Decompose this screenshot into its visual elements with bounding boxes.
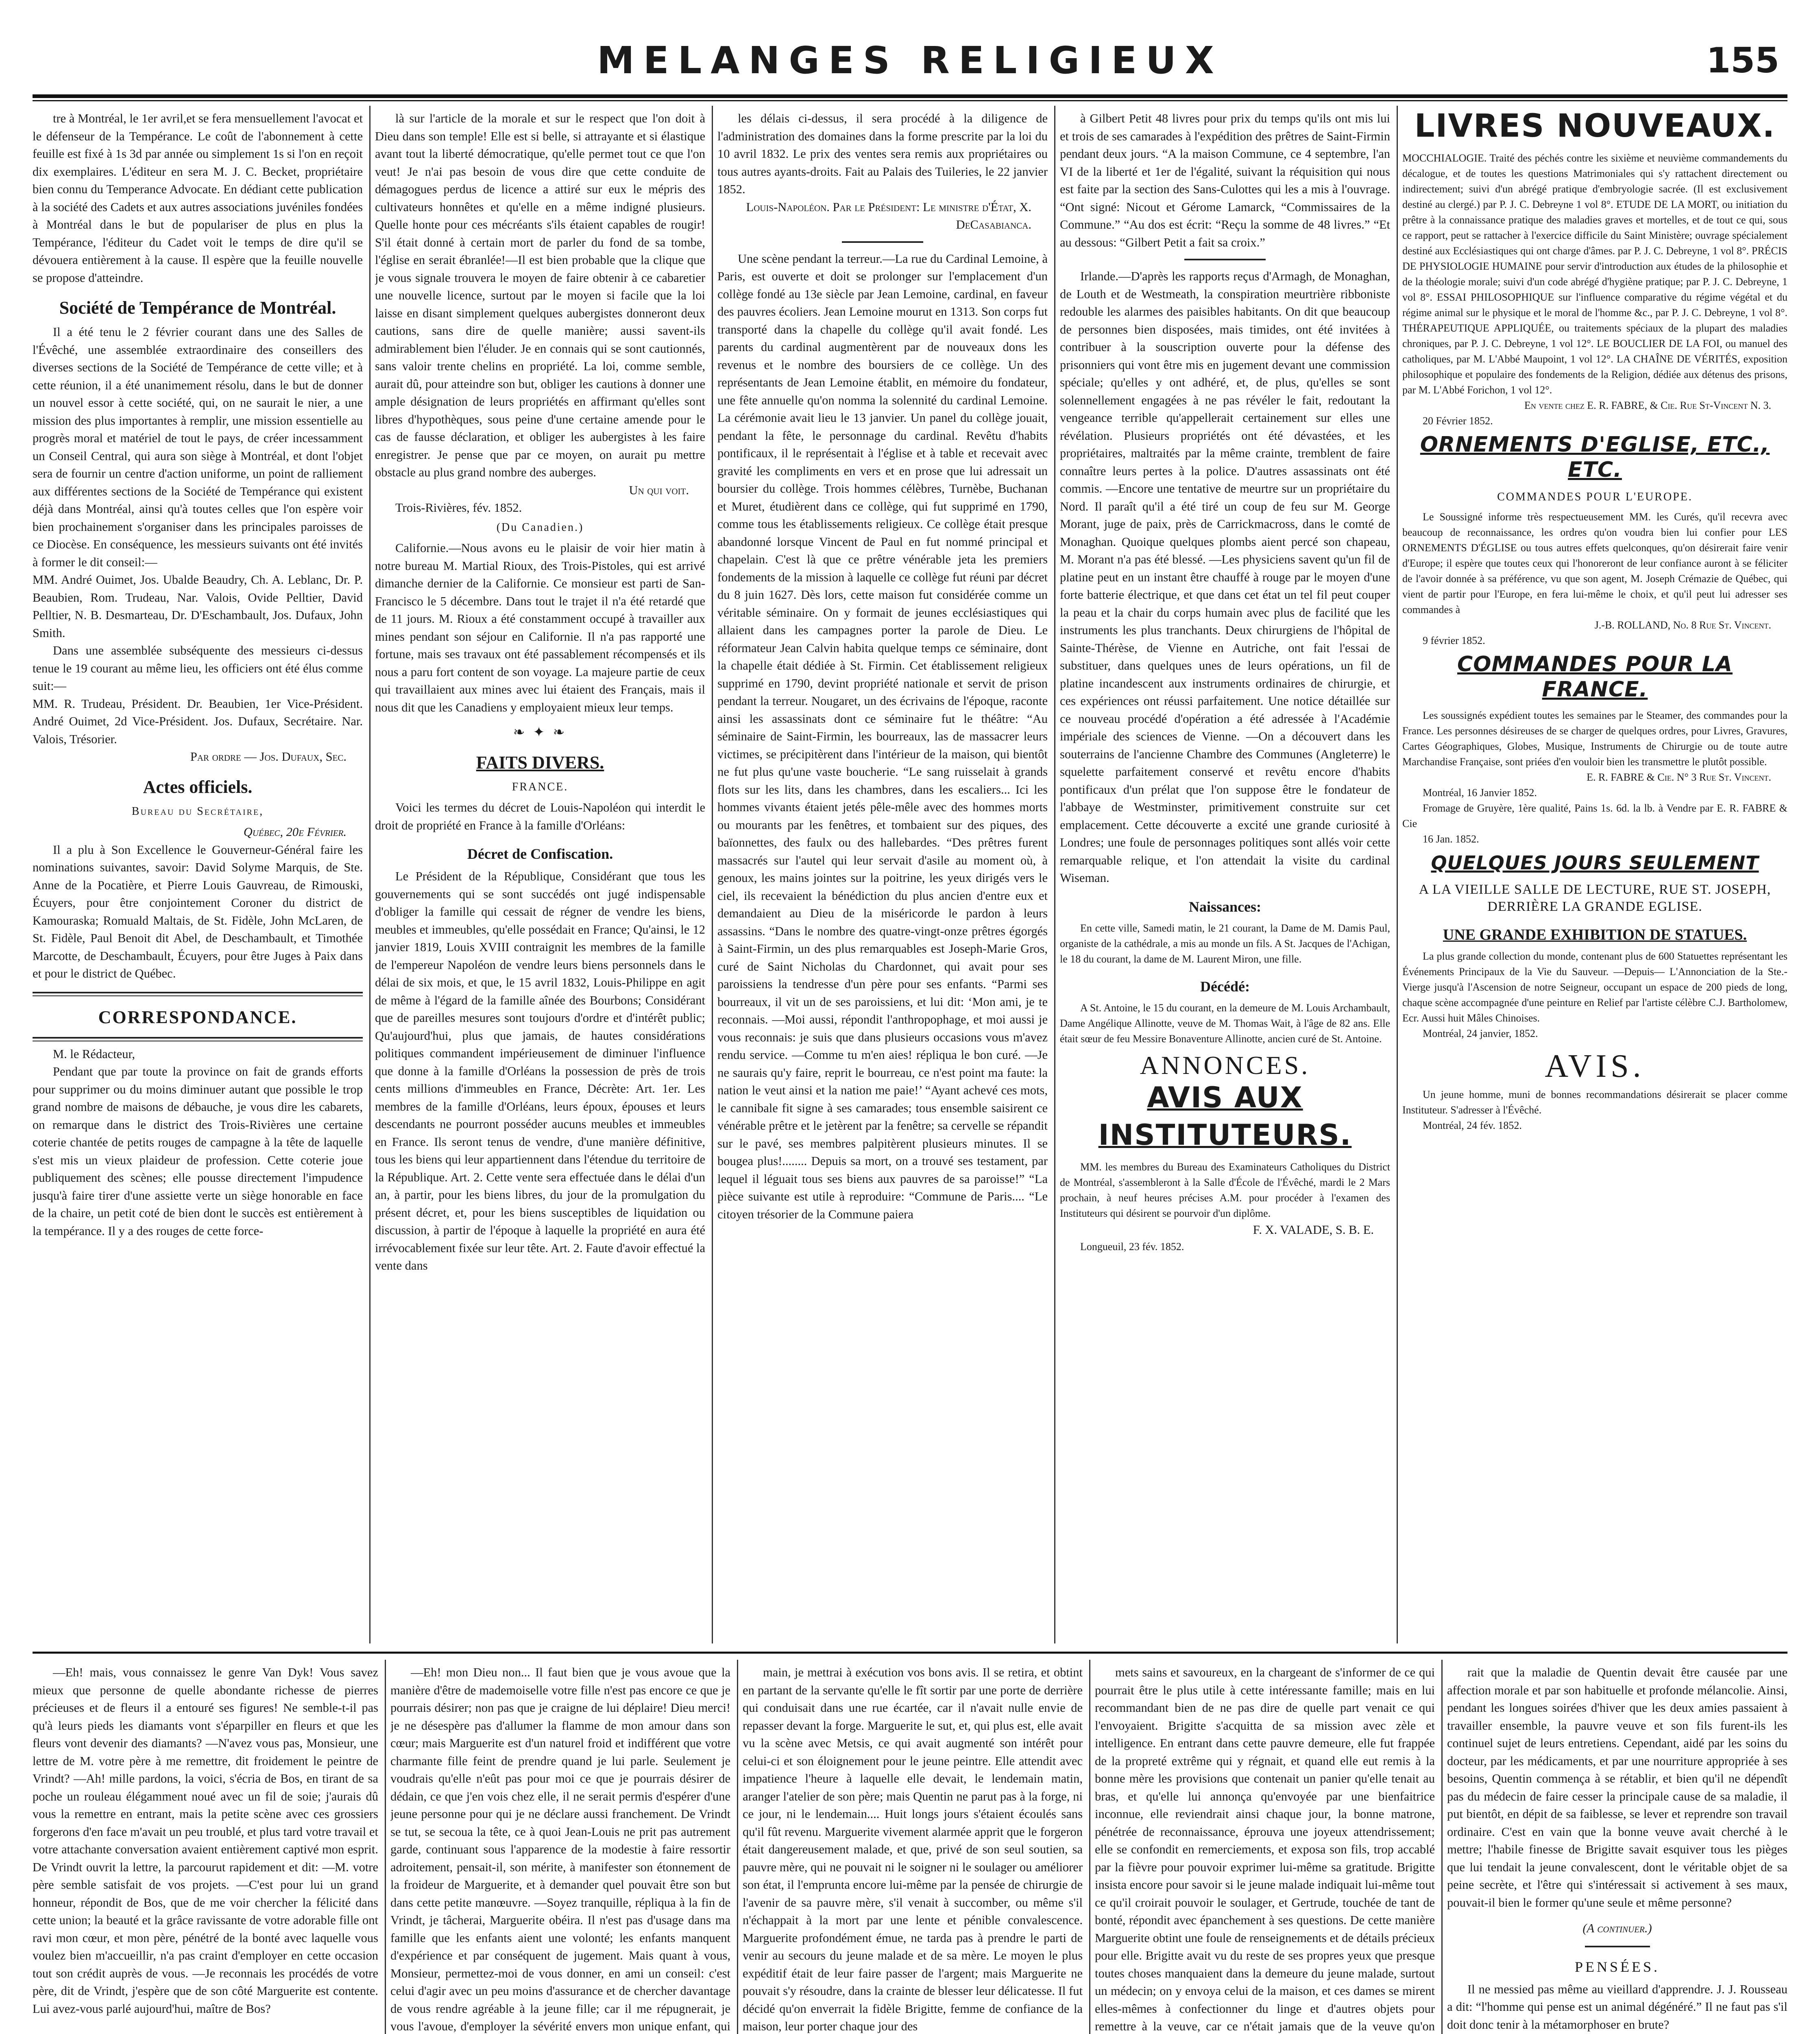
commune-receipt: à Gilbert Petit 48 livres pour prix du temps qu'ils ont mis lui et trois de ses camarades à l'expédition des prêtres de Saint-Firmin pendant deux jours. “A la maison Commune, ce 4 septembre, l'an VI de la liberté et 1er de l'égalité, suivant la réquisition qui nous est faite par la section des Sans-Culottes qui les a mis à l'ouvrage. “Ont signé: Nicout et Gérome Lamarck, “Commissaires de la Commune.” “Au dos est écrit: “Reçu la somme de 48 livres.” “Et au dessous: “Gilbert Petit a fait sa croix.”	[1060, 111, 1390, 249]
council-members: MM. André Ouimet, Jos. Ubalde Beaudry, Ch. A. Leblanc, Dr. P. Beaubien, Rom. Trudeau, Nar. Valois, Ovide Pelltier, David Pelltier, N. B. Desmarteau, Dr. D'Eschambault, Jos. Dufaux, John Smith.	[33, 573, 363, 640]
feuilleton-column-3	[743, 1664, 1083, 2034]
feuilleton-text: rait que la maladie de Quentin devait être causée par une affection morale et par son habituelle et profonde mélancolie. Ainsi, pendant les longues soirées d'hiver que les deux amies passaient à travailler ensemble, la pauvre veuve et son fils furent-ils les continuel sujet de leurs entretiens. Cependant, aidé par les soins du docteur, par les médicaments, et par une nourriture appropriée à ses besoins, Quentin commença à se rétablir, et bien qu'il ne dépendît pas du médecin de faire cesser la principale cause de sa maladie, il put bientôt, en dépit de sa faiblesse, se lever et reprendre son travail ordinaire. C'est en vain que la bonne veuve avait cherché à le mettre; l'habile finesse de Brigitte savait esquiver tous les pièges que lui tendait la jeune convalescent, dont le véritable objet de sa peine secrète, et l'être qui s'intéressait si activement à ses maux, pouvait-il bien le former qu'une seule et même personne?	[1447, 1665, 1787, 1910]
column-3	[717, 110, 1048, 1648]
fromage-date: 16 Jan. 1852.	[1423, 833, 1479, 845]
faits-divers-heading: FAITS DIVERS.	[476, 752, 604, 773]
feuilleton-column-2	[390, 1664, 730, 2034]
statues-date: Montréal, 24 janvier, 1852.	[1423, 1027, 1538, 1039]
terreur-paragraph: Une scène pendant la terreur.—La rue du Cardinal Lemoine, à Paris, est ouverte et doit se prolonger sur l'emplacement d'un collège fondé au 13e siècle par Jean Lemoine, cardinal, en faveur des pauvres écoliers. Jean Lemoine mourut en 1313. Son corps fut transporté dans la chapelle du collège qu'il avait fondé. Les parents du cardinal augmentèrent par de nouveaux dons les revenus et le nombre des boursiers de ce collège. Un des représentants de Jean Lemoine établit, en mémoire du fondateur, une fête annuelle qu'on nomma la solennité du cardinal Lemoine. La cérémonie avait lieu le 13 janvier. Un panel du collège jouait, pendant la fête, le personnage du cardinal. Revêtu d'habits pontificaux, il le représentait à l'église et à table et recevait avec gravité les compliments en vers et en prose que lui adressait un boursier du collège. Trois hommes célèbres, Turnèbe, Buchanan et Muret, étudièrent dans ce collège, qui fut supprimé en 1790, comme tous les établissements religieux. Ce collège était presque abandonné lorsque Vincent de Paul en fut nommé principal et chapelain. C'est là que ce prêtre vénérable jeta les premiers fondements de la mission à laquelle ce collège fut réuni par décret du 8 juin 1627. Dès lors, cette maison fut considérée comme un véritable séminaire. On y formait de jeunes ecclésiastiques qui allaient dans les campagnes porter la parole de Dieu. Le réformateur Jean Calvin habita quelque temps ce séminaire, dont la chapelle était dédiée à St. Firmin. Cet établissement religieux supprimé en 1790, devint propriété nationale et servit de prison pendant la terreur. Nougaret, un des écrivains de l'époque, raconte ainsi les assassinats dont ce séminaire fut le théâtre: “Au séminaire de Saint-Firmin, les bourreaux, las de massacrer leurs victimes, se précipitèrent dans l'intérieur de la maison, qui bientôt ne fut plus qu'une vaste boucherie. “Le sang ruisselait à grands flots sur les lits, dans les chambres, dans les escaliers... Ici les hommes vivants étaient jetés pêle-mêle avec des hommes morts ou mourants par les fenêtres, et tombaient sur des piques, des baïonnettes, des faulx ou des hallebardes. “Des prêtres furent massacrés sur l'autel qui leur servait d'asile au moment où, à genoux, les mains jointes sur la poitrine, les yeux dirigés vers le ciel, ils recevaient la bénédiction du plus ancien d'entre eux et demandaient au Dieu de la miséricorde le pardon à leurs assassins. “Dans le nombre des quatre-vingt-onze prêtres égorgés à Saint-Firmin, un des plus remarquables est Joseph-Marie Gros, curé de Saint Nicholas du Chardonnet, qui avait pour ses paroissiens la tendresse d'un père pour ses enfants. “Parmi ses bourreaux, il vit un de ses paroissiens, et lui dit: ‘Mon ami, je te reconnais. —Moi aussi, répondit l'anthropophage, et moi aussi je vous reconnais: je suis que dans plusieurs occasions vous m'avez rendu service. —Comme tu m'en aies! répliqua le bon curé. —Je ne saurais qu'y faire, reprit le bourreau, ce n'est point ma faute: la nation le veut ainsi et la nation me paie!’ “Ayant achevé ces mots, le cannibale fit signe à ses camarades; tous ensemble saisirent ce vénérable prêtre et le jetèrent par la fenêtre; sa cervelle se répandit sur le pavé, ses membres palpitèrent plusieurs minutes. Il se bougea plus!........ Depuis sa mort, on a trouvé ses testament, par lequel il léguait tous ses biens aux pauvres de sa paroisse!” “La pièce suivante est utile à reproduire: “Commune de Paris.... “Le citoyen trésorier de la Commune paiera	[717, 251, 1048, 1221]
column-rule	[1397, 106, 1398, 1643]
column-5	[1402, 107, 1787, 1644]
pensees-paragraph: Il ne messied pas même au vieillard d'apprendre. J. J. Rousseau a dit: “l'homme qui pense est un animal dégénéré.” Il ne faut pas s'il doit donc tenir à la métamorphoser en brute?	[1447, 1982, 1787, 2032]
naissances-heading: Naissances:	[1189, 898, 1261, 915]
ornements-paragraph: Le Soussigné informe très respectueusement MM. les Curés, qu'il recevra avec beaucoup de reconnaissance, les ordres qu'on voudra bien lui confier pour LES ORNEMENTS D'ÉGLISE ou tous autres effets quelconques, qu'on désirerait faire venir d'Europe; il espère que toutes ceux qui l'honoreront de leur confiance auront à se féliciter de l'avoir donnée à sa préférence, vu que son agent, M. Joseph Crémazie de Québec, qui vient de partir pour l'Europe, en fera lui-même le choix, et qu'il peut lui adresser ses commandes à	[1402, 511, 1787, 615]
commandes-signature: E. R. FABRE & Cie. N° 3 Rue St. Vincent.	[1587, 771, 1771, 783]
newspaper-title: MELANGES RELIGIEUX	[597, 39, 1223, 82]
pensees-heading: PENSÉES.	[1574, 1958, 1660, 1975]
avis-date: Montréal, 24 fév. 1852.	[1423, 1119, 1522, 1131]
commandes-date: Montréal, 16 Janvier 1852.	[1423, 786, 1537, 799]
decree-continued: les délais ci-dessus, il sera procédé à la diligence de l'administration des domaines dans la forme prescrite par la loi du 10 avril 1832. Le prix des ventes sera remis aux propriétaires ou tous autres ayants-droits. Fait au Palais des Tuileries, le 22 janvier 1852.	[717, 111, 1048, 196]
intro-paragraph: tre à Montréal, le 1er avril,et se fera mensuellement l'avocat et le défenseur de la Tempérance. Le coût de l'abonnement à cette feuille est fixé à 1s 3d par année ou simplement 1s si l'on en reçoit dix exemplaires. L'éditeur en sera M. J. C. Becket, propriétaire bien connu du Temperance Advocate. En dédiant cette publication à la société des Cadets et aux autres associations juvéniles fondées à Montréal dans le but de populariser de plus en plus la Tempérance, l'éditeur du Cadet voit le temps de dire qu'il se dévouera entièrement à la cause. Il espère que la feuille nouvelle se propose d'atteindre.	[33, 111, 363, 285]
column-rule	[1441, 1660, 1443, 2034]
quelques-jours-heading: QUELQUES JOURS SEULEMENT	[1431, 851, 1759, 874]
quelques-jours-text: A LA VIEILLE SALLE DE LECTURE, RUE ST. JOSEPH, DERRIÈRE LA GRANDE EGLISE.	[1419, 882, 1771, 914]
avis-instituteurs-signature: F. X. VALADE, S. B. E.	[1253, 1223, 1374, 1237]
actes-paragraph: Il a plu à Son Excellence le Gouverneur-Général faire les nominations suivantes, savoir: David Solyme Marquis, de Ste. Anne de la Pocatière, et Pierre Louis Gauvreau, de Rimouski, Écuyers, pour être conjointement Coroner du district de Kamouraska; Romuald Maltais, de St. Fidèle, John McLaren, de St. Fidèle, Paul Benoit dit Abel, de Deschambault, et Timothée Marcotte, de Deschambault, Écuyers, pour être Juges à Paix dans et pour le district de Québec.	[33, 842, 363, 980]
masthead-rule-thin	[33, 100, 1787, 101]
correspondance-paragraph: Pendant que par toute la province on fait de grands efforts pour supprimer ou du moins diminuer autant que possible le trop grand nombre de maisons de débauche, je vous dire les cabarets, on remarque dans le district des Trois-Rivières une certaine coterie chantée de petits rouges de campagne à la tête de laquelle s'est mis un vieux plaideur de profession. Cette coterie joue publiquement des scènes; elle pousse directement l'impudence jusqu'à faire tirer d'une assiette verte un siège honorable en face de la chaire, un petit coté de bien dont le succès est entièrement à la tempérance. Il y a des rouges de cette force-	[33, 1065, 363, 1238]
masthead	[33, 39, 1787, 87]
ornements-date: 9 février 1852.	[1423, 634, 1485, 646]
feuilleton-text: —Eh! mon Dieu non... Il faut bien que je vous avoue que la manière d'être de mademoiselle votre fille n'est pas encore ce que je pourrais désirer; non pas que je craigne de lui déplaire! Dieu merci! je ne désespère pas d'allumer la flamme de mon amour dans son cœur; mais Marguerite est d'un naturel froid et indifférent que votre charmante fille feint de prendre quand je lui parle. Seulement je voudrais qu'elle n'eût pas pour moi ce que je pourrais désirer de dédain, ce que j'en vois chez elle, il ne serait permis d'espérer d'une jeune personne pour qui je ne déclare aussi franchement. De Vrindt se tut, se secoua la tête, ce à quoi Jean-Louis ne prit pas autrement garde, continuant sous l'apparence de la modestie à faire ressortir adroitement, pensait-il, son mérite, à manifester son étonnement de la froideur de Marguerite, et à demander quel pouvait être son but dans cette petite manœuvre. —Soyez tranquille, répliqua à la fin de Vrindt, je tâcherai, Marguerite obéira. Il n'est pas d'usage dans ma famille que les enfants aient une volonté; les enfants manquent d'expérience et par conséquent de jugement. Mais quant à vous, Monsieur, permettez-moi de vous donner, en ami un conseil: c'est celui d'agir avec un peu moins d'assurance et de chercher davantage de vous rendre agréable à la jeune fille; car il me répugnerait, je vous l'avoue, d'employer la sévérité envers mon unique enfant, qui	[390, 1665, 730, 2033]
short-rule	[842, 241, 923, 243]
ornements-heading: ORNEMENTS D'EGLISE, ETC., ETC.	[1420, 432, 1770, 482]
feuilleton-text: mets sains et savoureux, en la chargeant de s'informer de ce qui pourrait être le plus utile à cette intéressante famille; mais en lui recommandant bien de ne pas dire de quelle part venait ce qui l'envoyaient. Brigitte s'acquitta de sa mission avec zèle et intelligence. En entrant dans cette pauvre demeure, elle fut frappée de la propreté extrême qui y régnait, et quand elle eut remis à la bonne mère les provisions que contenait un panier qu'elle tenait au bras, et qu'elle lui annonça qu'envoyée par une bienfaitrice inconnue, elle reviendrait ainsi chaque jour, la bonne matrone, pénétrée de reconnaissance, éprouva une joyeux attendrissement; elle se confondit en remerciements, et exposa son fils, trop accablé par la fièvre pour pouvoir exprimer lui-même sa gratitude. Brigitte insista encore pour savoir si le jeune malade indiquait lui-même tout ce qu'il croirait pouvoir le soulager, et Gertrude, touchée de tant de bonté, répondit avec épanchement à ses questions. De cette manière Marguerite obtint une foule de renseignements et de détails précieux pour elle. Brigitte avait vu du reste de ses propres yeux que presque toutes choses manquaient dans la demeure du jeune malade, surtout un médecin; on y envoya celui de la maison, et ces dames se mirent elles-mêmes à confectionner du linge et d'autres objets pour remettre à la veuve, car ce n'était jamais que de la veuve qu'on	[1095, 1665, 1435, 2033]
column-rule	[385, 1660, 386, 2034]
feuilleton-text: —Eh! mais, vous connaissez le genre Van Dyk! Vous savez mieux que personne de quelle abondante richesse de pierres précieuses et de fleurs il a entouré ses figures! Ne semble-t-il pas qu'à leurs pieds les diamants vont s'éparpiller en fleurs et que les fleurs vont devenir des diamants? —N'avez vous pas, Monsieur, une lettre de M. votre père à me remettre, dit froidement le peintre de Vrindt? —Ah! mille pardons, la voici, s'écria de Bos, en tirant de sa poche un rouleau élégamment noué avec un fil de soie; j'aurais dû vous la remettre en entrant, mais la petite scène avec ces grossiers forgerons d'en face m'avait un peu troublé, et plus tard votre travail et votre attachante conversation avaient entièrement captivé mon esprit. De Vrindt ouvrit la lettre, la parcourut rapidement et dit: —M. votre père semble satisfait de vos projets. —C'est pour lui un grand honneur, répondit de Bos, que de me voir chercher la félicité dans cette union; la beauté et la grâce ravissante de votre adorable fille ont ravi mon cœur, et mon père, pénétré de la bonté avec laquelle vous voulez bien m'accueillir, n'a pas craint d'employer en cette occasion tout son crédit auprès de vous. —Je reconnais les procédés de votre père, dit de Vrindt, j'espère que de son côté Marguerite est contente. Lui avez-vous parlé aujourd'hui, maître de Bos?	[33, 1665, 378, 2016]
livres-vente: En vente chez E. R. FABRE, & Cie. Rue St-Vincent N. 3.	[1524, 399, 1771, 411]
feuilleton-column-5	[1447, 1664, 1787, 2034]
column-rule	[1089, 1660, 1090, 2034]
column-rule	[737, 1660, 738, 2034]
decree-heading: Décret de Confiscation.	[467, 846, 613, 862]
officers-list: MM. R. Trudeau, Président. Dr. Beaubien, 1er Vice-Président. André Ouimet, 2d Vice-Président. Jos. Dufaux, Secrétaire. Nar. Valois, Trésorier.	[33, 696, 363, 746]
feuilleton-column-4	[1095, 1664, 1435, 2034]
livres-list: MOCCHIALOGIE. Traité des péchés contre les sixième et neuvième commandements du décalogue, et de toutes les questions Matrimoniales qui s'y rattachent directement ou indirectement; suivi d'un abrégé pratique d'embryologie sacrée. (Il est exclusivement destiné au clergé.) par P. J. C. Debreyne 1 vol 8°. ETUDE DE LA MORT, ou initiation du prêtre à la connaissance pratique des maladies graves et mortelles, et de tout ce qui, sous ce rapport, peut se rattacher à l'exercice difficile du Saint Ministère; ouvrage spécialement destiné aux Ecclésiastiques qui ont charge d'âmes. par P. J. C. Debreyne, 1 vol 8°. PRÉCIS DE PHYSIOLOGIE HUMAINE pour servir d'introduction aux études de la philosophie et de la théologie morale; suivi d'un code abrégé d'hygiène pratique; par P. J. C. Debreyne, 1 vol 8°. ESSAI PHILOSOPHIQUE sur l'influence comparative du régime végétal et du régime animal sur le physique et le moral de l'homme &c., par P. J. C. Debreyne, 1 vol 8°. THÉRAPEUTIQUE APPLIQUÉE, ou traitements spéciaux de la plupart des maladies chroniques, par P. J. C. Debreyne, 1 vol 12°. LE BOUCLIER DE LA FOI, ou manuel des catholiques, par M. L'Abbé Maupoint, 1 vol 12°. LA CHAÎNE DE VÉRITÉS, exposition philosophique et populaire des fondements de la Religion, dédiée aux détenus des prisons, par M. L'Abbé Forichon, 1 vol 12°.	[1402, 152, 1787, 396]
column-4	[1060, 110, 1390, 1648]
californie-paragraph: Californie.—Nous avons eu le plaisir de voir hier matin à notre bureau M. Martial Rioux, des Trois-Pistoles, qui est arrivé dimanche dernier de la Californie. Ce monsieur est parti de San-Francisco le 5 décembre. Dans tout le trajet il n'a été retardé que de 11 jours. M. Rioux a été constamment occupé à travailler aux mines pendant son séjour en Californie. Il n'a pas rapporté une fortune, mais ses travaux ont été passablement récompensés et ils nous a paru fort content de son voyage. La majeure partie de ceux qui travaillaient aux mines avec lui étaient des Français, mais il nous dit que les Canadiens y employaient mieux leur temps.	[375, 541, 705, 714]
correspondance-signature: Un qui voit.	[629, 483, 689, 497]
decree-intro: Voici les termes du décret de Louis-Napoléon qui interdit le droit de propriété en France à la famille d'Orléans:	[375, 801, 705, 832]
annonces-heading: ANNONCES.	[1140, 1050, 1310, 1080]
column-rule	[1054, 106, 1055, 1643]
france-subheading: FRANCE.	[512, 780, 569, 793]
livres-nouveaux-heading: LIVRES NOUVEAUX.	[1414, 108, 1776, 144]
naissances-paragraph: En cette ville, Samedi matin, le 21 courant, la Dame de M. Damis Paul, organiste de la cathédrale, a mis au monde un fils. A St. Jacques de l'Achigan, le 18 du courant, la dame de M. Laurent Miron, une fille.	[1060, 922, 1390, 965]
actes-heading: Actes officiels.	[143, 777, 253, 797]
correspondance-heading: CORRESPONDANCE.	[98, 1007, 297, 1027]
page-number: 155	[1706, 40, 1779, 81]
correspondance-date: Trois-Rivières, fév. 1852.	[395, 501, 522, 515]
officers-signature: Par ordre — Jos. Dufaux, Sec.	[190, 750, 347, 764]
irlande-paragraph: Irlande.—D'après les rapports reçus d'Armagh, de Monaghan, de Louth et de Westmeath, la conspiration meurtrière ribboniste redouble les alarmes des paisibles habitants. On dit que beaucoup de personnes bien disposées, mais timides, ont été invitées à contribuer à la souscription ouverte pour la défense des prisonniers qui vont être mis en jugement devant une commission spéciale; qu'elles y ont adhéré, et, de plus, qu'elles se sont solennellement engagées à ne pas révéler le fait, redoutant la vengeance terrible qu'appellerait certainement sur elles une révélation. Plusieurs propriétés ont été dévastées, et les propriétaires, maltraités par la même crainte, tremblent de faire connaître leurs pertes à la police. D'autres assassinats ont été commis. —Encore une tentative de meurtre sur un propriétaire du Nord. Il paraît qu'il a été tiré un coup de feu sur M. George Morant, juge de paix, près de Carrickmacross, dans le comté de Monaghan. Quoique quelques plombs aient percé son chapeau, M. Morant n'a pas été blessé. —Les physiciens savent qu'un fil de platine peut en un instant être chauffé à rouge par le moyen d'une forte batterie électrique, et que dans cet état un tel fil peut couper la peau et la chair du corps humain avec plus de facilité que les instruments les plus tranchants. Deux chirurgiens de l'hôpital de Sainte-Thérèse, de Vienne en Autriche, ont fait l'essai de substituer, dans quelques unes de leurs opérations, un fil de platine incandescent aux instruments ordinaires de chirurgie, et ces expériences ont réussi parfaitement. Une notice détaillée sur ce nouveau procédé d'opération a été adressée à l'Académie impériale des sciences de Vienne. —On a découvert dans les souterrains de l'ancienne Chambre des Communes (Angleterre) le squelette parfaitement conservé et revêtu encore d'habits pontificaux d'un prélat que l'on suppose être le fondateur de l'abbaye de Westminster, primitivement construite sur cet emplacement. Cette découverte a excité une grande curiosité à Londres; une foule de personnages politiques sont allés voir cette remarquable relique, et l'on attendait la visite du cardinal Wiseman.	[1060, 269, 1390, 885]
livres-date: 20 Février 1852.	[1423, 415, 1493, 427]
officers-intro: Dans une assemblée subséquente des messieurs ci-dessus tenue le 19 courant au même lieu, les officiers ont été élus comme suit:—	[33, 644, 363, 693]
statues-paragraph: La plus grande collection du monde, contenant plus de 600 Statuettes représentant les Événements Principaux de la Vie du Sauveur. —Depuis— L'Annonciation de la Ste.-Vierge jusqu'à l'Ascension de notre Seigneur, occupant un espace de 200 pieds de long, chaque scène accompagnée d'une peinture en Relief par l'artiste célèbre C.J. Bartholomew, Ecr. Aussi huit Mâles Chinoises.	[1402, 950, 1787, 1024]
correspondance-greeting: M. le Rédacteur,	[53, 1047, 135, 1061]
column-rule	[712, 106, 713, 1643]
actes-place: Québec, 20e Février.	[243, 825, 347, 839]
feuilleton-rule	[33, 1652, 1787, 1654]
commandes-paragraph: Les soussignés expédient toutes les semaines par le Steamer, des commandes pour la France. Les personnes désireuses de se charger de quelques ordres, pour Livres, Gravures, Cartes Géographiques, Globes, Musique, Instruments de Chirurgie ou de toute autre Marchandise Française, sont priées d'en vouloir bien les transmettre le plutôt possible.	[1402, 709, 1787, 768]
commandes-heading: COMMANDES POUR LA FRANCE.	[1457, 652, 1733, 702]
ornements-subheading: COMMANDES POUR L'EUROPE.	[1497, 491, 1693, 503]
decree-signature: Louis-Napoléon. Par le Président: Le ministre d'État, X. DeCasabianca.	[746, 200, 1031, 231]
correspondance-continued: là sur l'article de la morale et sur le respect que l'on doit à Dieu dans son temple! Elle est si belle, si attrayante et si élastique avant tout la liberté démocratique, qu'elle permet tout ce que l'on veut! Je n'ai pas besoin de vous dire que cette conduite de démagogues perdus de licence a attiré sur eux le mépris des cultivateurs honnêtes et qu'elle en a même indigné plusieurs. Quelle honte pour ces mécréants s'ils étaient capables de rougir! S'il était donné à certain mort de parler du fond de sa tombe, l'église en serait ébranlée!—Il est bien probable que la clique que je vous signale trouvera le moyen de faire obtenir à ce cabaretier une nouvelle licence, surtout par le moyen si facile que la loi laisse en disant simplement quelques aubergistes donneront deux cautions, sans dire de quelle manière; aussi savent-ils admirablement bien l'éluder. Je en connais qui se sont cautionnés, sans valoir trente chelins en propriété. La loi, comme semble, aurait dû, pour atteindre son but, obliger les cautions à donner une ample désignation de leurs propriétés en affirmant qu'elles sont libres d'hypothèques, sous peine d'une certaine amende pour le cas de fausse déclaration, et obliger les aubergistes à les faire enregistrer. Je pense que par ce moyen, on aurait pu mettre obstacle au plus grand nombre des auberges.	[375, 111, 705, 479]
decree-paragraph: Le Président de la République, Considérant que tous les gouvernements qui se sont succédés ont jugé indispensable d'obliger la famille qui cessait de régner de vendre les biens, meubles et immeubles, qu'elle possédait en France; Qu'ainsi, le 12 janvier 1819, Louis XVIII contraignit les membres de la famille de l'empereur Napoléon de vendre leurs biens personnels dans le délai de six mois, et que, le 15 avril 1832, Louis-Philippe en agit de même à l'égard de la famille aînée des Bourbons; Considérant que de pareilles mesures sont toujours d'ordre et d'intérêt public; Qu'aujourd'hui, plus que jamais, de hautes considérations politiques commandent impérieusement de diminuer l'influence que donne à la famille d'Orléans la possession de près de trois cents millions d'immeubles en France, Décrète: Art. 1er. Les membres de la famille d'Orléans, leurs époux, épouses et leurs descendants ne pourront posséder aucuns meubles et immeubles en France. Ils seront tenus de vendre, d'une manière définitive, tous les biens qui leur appartiennent dans l'étendue du territoire de la République. Art. 2. Cette vente sera effectuée dans le délai d'un an, à partir, pour les biens libres, du jour de la promulgation du présent décret, et, pour les biens susceptibles de liquidation ou discussion, à partir de l'époque à laquelle la propriété en aura été irrévocablement fixée sur leur tête. Art. 2. Faute d'avoir effectué la vente dans	[375, 869, 705, 1272]
society-paragraph: Il a été tenu le 2 février courant dans une des Salles de l'Évêché, une assemblée extraordinaire des conseillers des diverses sections de la Société de Tempérance de cette ville; et à cette réunion, il a été unanimement résolu, dans le but de donner un nouvel essor à cette société, qui, on ne saurait le nier, a une mission des plus importantes à remplir, une mission essentielle au progrès moral et matériel de tout le pays, de créer incessamment un Conseil Central, qui aura son siège à Montréal, et dont l'objet sera de fournir un centre d'action uniforme, un point de ralliement aux différentes sections de la Société de Tempérance qui existent déjà dans Montréal, ainsi qu'à toutes celles que l'on espère voir bien prochainement s'organiser dans les principales paroisses de ce Diocèse. En conséquence, les messieurs suivants ont été invités à former le dit conseil:—	[33, 325, 363, 569]
feuilleton-column-1	[33, 1664, 378, 2034]
masthead-rule	[33, 94, 1787, 98]
deces-paragraph: A St. Antoine, le 15 du courant, en la demeure de M. Louis Archambault, Dame Angélique Allinotte, veuve de M. Thomas Wait, à l'âge de 82 ans. Elle était sœur de feu Messire Bonaventure Allinotte, ancien curé de St. Antoine.	[1060, 1002, 1390, 1045]
avis-heading: AVIS.	[1545, 1048, 1645, 1084]
column-rule	[369, 106, 371, 1643]
avis-instituteurs-date: Longueuil, 23 fév. 1852.	[1080, 1240, 1184, 1253]
avis-instituteurs-heading: AVIS AUX INSTITUTEURS.	[1098, 1081, 1352, 1152]
source-note: (Du Canadien.)	[496, 521, 584, 534]
ornements-signature: J.-B. ROLLAND, No. 8 Rue St. Vincent.	[1594, 619, 1771, 631]
continuation-note: (A continuer.)	[1582, 1921, 1652, 1935]
section-divider	[33, 992, 363, 996]
deces-heading: Décédé:	[1200, 978, 1250, 995]
short-rule	[1585, 1946, 1650, 1947]
society-heading: Société de Tempérance de Montréal.	[59, 298, 336, 318]
section-divider	[33, 1037, 363, 1041]
feuilleton-text: main, je mettrai à exécution vos bons avis. Il se retira, et obtint en partant de la servante qu'elle le fît sortir par une porte de derrière qui conduisait dans une rue écartée, car il n'avait nulle envie de repasser devant la forge. Marguerite le sut, et, qui plus est, elle avait vu la scène avec Metsis, ce qui avait augmenté son intérêt pour celui-ci et son éloignement pour le jeune peintre. Elle attendit avec impatience l'heure à laquelle elle devait, le lendemain matin, aranger l'atelier de son père; mais Quentin ne parut pas à la forge, ni ce jour, ni le lendemain.... Huit longs jours s'étaient écoulés sans qu'il fût revenu. Marguerite vivement alarmée apprit que le forgeron était dangereusement malade, et que, privé de son seul soutien, sa pauvre mère, qui ne pouvait ni le soigner ni le soulager ou améliorer son état, il l'emprunta encore lui-même par la pensée de chirurgie de l'avenir de sa pauvre mère, s'il venait à succomber, ou même s'il n'échappait à la mort par une lente et pénible convalescence. Marguerite profondément émue, ne tarda pas à prendre le parti de venir au secours du jeune malade et de sa mère. Le moyen le plus expéditif était de leur faire passer de l'argent; mais Marguerite ne pouvait s'y résoudre, dans la crainte de blesser leur délicatesse. Il fut décidé qu'on enverrait la fidèle Brigitte, femme de confiance de la maison, leur porter chaque jour des	[743, 1665, 1083, 2033]
avis-paragraph: Un jeune homme, muni de bonnes recommandations désirerait se placer comme Instituteur. S'adresser à l'Évêché.	[1402, 1088, 1787, 1116]
statues-heading: UNE GRANDE EXHIBITION DE STATUES.	[1443, 926, 1747, 943]
column-2	[375, 110, 705, 1648]
short-rule	[1184, 259, 1266, 260]
fromage-paragraph: Fromage de Gruyère, 1ère qualité, Pains 1s. 6d. la lb. à Vendre par E. R. FABRE & Cie	[1402, 802, 1787, 829]
ornament-divider: ❧ ✦ ❧	[513, 725, 567, 740]
actes-subheading: Bureau du Secrétaire,	[131, 805, 264, 818]
avis-instituteurs-paragraph: MM. les membres du Bureau des Examinateurs Catholiques du District de Montréal, s'assembleront à la Salle d'École de l'Évêché, mardi le 2 Mars prochain, à neuf heures précises A.M. pour procéder à l'examen des Instituteurs qui désirent se pourvoir d'un diplôme.	[1060, 1161, 1390, 1219]
column-1	[33, 110, 363, 1648]
